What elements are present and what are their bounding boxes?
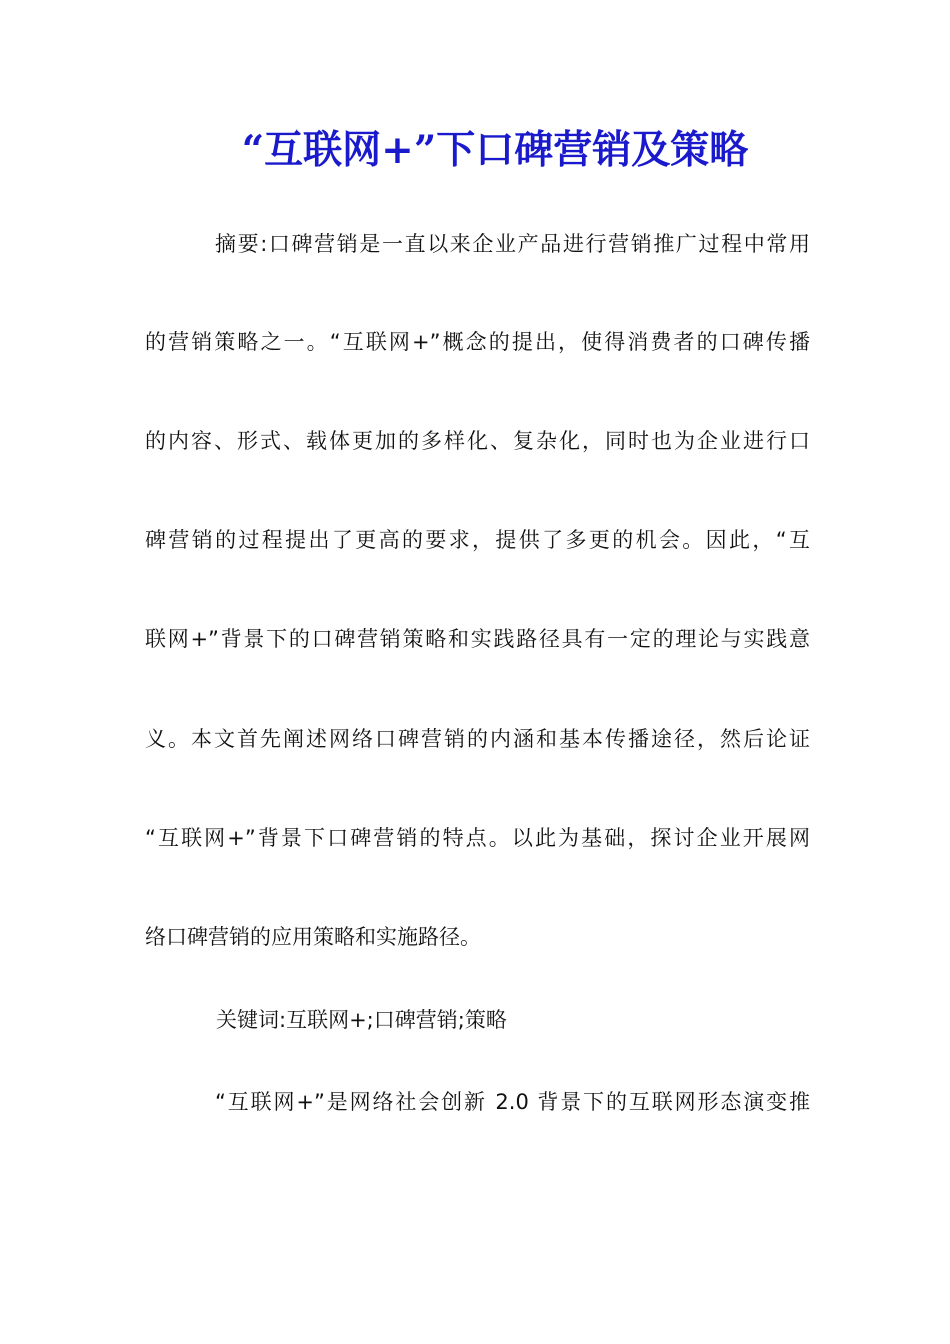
abstract-line: 络口碑营销的应用策略和实施路径。 <box>145 925 481 949</box>
keywords-line: 关键词:互联网+;口碑营销;策略 <box>216 1008 507 1032</box>
abstract-line: 联网+”背景下的口碑营销策略和实践路径具有一定的理论与实践意 <box>145 627 810 651</box>
abstract-line: “互联网+”背景下口碑营销的特点。以此为基础，探讨企业开展网 <box>145 826 810 850</box>
abstract-line: 的内容、形式、载体更加的多样化、复杂化，同时也为企业进行口 <box>145 429 810 453</box>
abstract-line: 碑营销的过程提出了更高的要求，提供了多更的机会。因此，“互 <box>145 528 810 552</box>
abstract-line: 义。本文首先阐述网络口碑营销的内涵和基本传播途径，然后论证 <box>145 727 810 751</box>
abstract-line: 摘要:口碑营销是一直以来企业产品进行营销推广过程中常用 <box>215 232 810 256</box>
document-title: “互联网+”下口碑营销及策略 <box>241 127 749 173</box>
body-paragraph-line: “互联网+”是网络社会创新 2.0 背景下的互联网形态演变推 <box>215 1090 810 1114</box>
abstract-line: 的营销策略之一。“互联网+”概念的提出，使得消费者的口碑传播 <box>145 330 810 354</box>
